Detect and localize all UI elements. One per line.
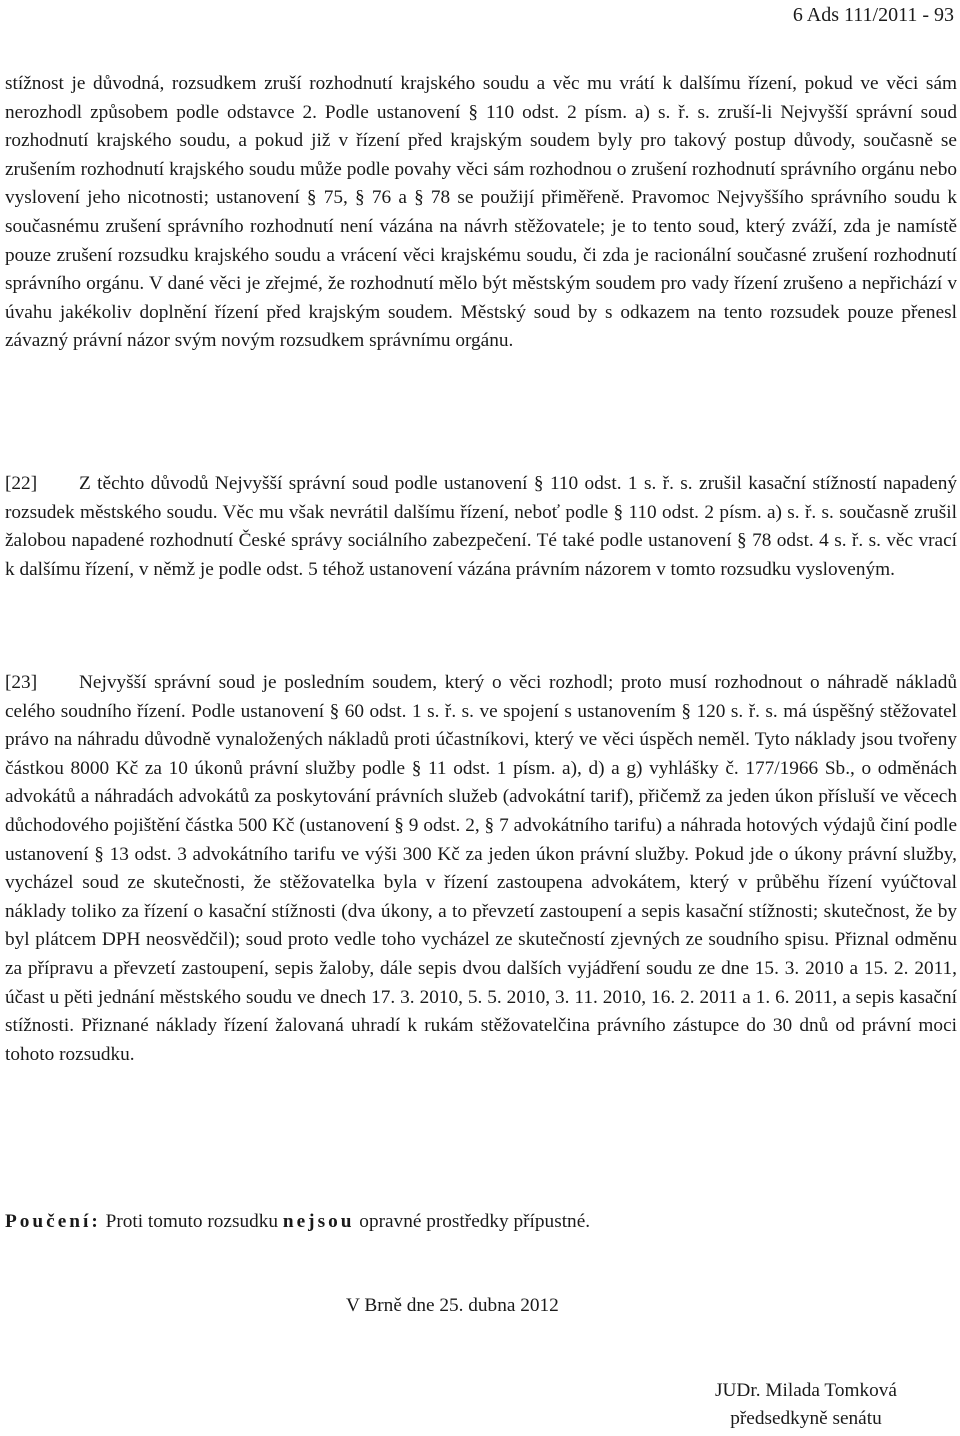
signature-block <box>715 1377 897 1433</box>
instruction-line <box>5 1208 590 1237</box>
instruction-text-before: Proti tomuto rozsudku <box>105 1211 279 1232</box>
paragraph-22-text: Z těchto důvodů Nejvyšší správní soud podle ustanovení § 110 odst. 1 s. ř. s. zrušil kasační stížností napadený rozsudek městského soudu. Věc mu však nevrátil dalšímu řízení, neboť podle § 110 odst. 2 písm. a) s. ř. s. současně zrušil žalobou napadené rozhodnutí České správy sociálního zabezpečení. Té také podle ustanovení § 78 odst. 4 s. ř. s. věc vrací k dalšímu řízení, v němž je podle odst. 5 téhož ustanovení vázána právním názorem v tomto rozsudku vysloveným. <box>5 473 957 580</box>
paragraph-22-number: [22] <box>5 473 38 494</box>
instruction-text-after: opravné prostředky přípustné. <box>359 1211 591 1232</box>
signatory-name: JUDr. Milada Tomková <box>715 1380 897 1401</box>
paragraph-23-number: [23] <box>5 672 38 693</box>
instruction-label: Poučení: <box>5 1211 101 1232</box>
paragraph-23 <box>5 669 957 1069</box>
place-date: V Brně dne 25. dubna 2012 <box>346 1295 559 1316</box>
instruction-emphasis: nejsou <box>282 1211 355 1232</box>
document-page <box>5 0 957 1436</box>
case-number-header: 6 Ads 111/2011 - 93 <box>792 4 954 26</box>
paragraph-23-text: Nejvyšší správní soud je posledním soudem, který o věci rozhodl; proto musí rozhodnout o náhradě nákladů celého soudního řízení. Podle ustanovení § 60 odst. 1 s. ř. s. ve spojení s ustanovením § 120 s. ř. s. má úspěšný stěžovatel právo na náhradu důvodně vynaložených nákladů proti účastníkovi, který ve věci úspěch neměl. Tyto náklady jsou tvořeny částkou 8000 Kč za 10 úkonů právní služby podle § 11 odst. 1 písm. a), d) a g) vyhlášky č. 177/1966 Sb., o odměnách advokátů a náhradách advokátů za poskytování právních služeb (advokátní tarif), přičemž za jeden úkon přísluší ve věcech důchodového pojištění částka 500 Kč (ustanovení § 9 odst. 2, § 7 advokátního tarifu) a náhrada hotových výdajů činí podle ustanovení § 13 odst. 3 advokátního tarifu ve výši 300 Kč za jeden úkon právní služby. Pokud jde o úkony právní služby, vycházel soud ze skutečnosti, že stěžovatelka byla v řízení zastoupena advokátem, který v průběhu řízení vyúčtoval náklady toliko za řízení o kasační stížnosti (dva úkony, a to převzetí zastoupení a sepis kasační stížnosti; skutečnost, že by byl plátcem DPH neosvědčil); soud proto vedle toho vycházel ze skutečností zjevných ze soudního spisu. Přiznal odměnu za přípravu a převzetí zastoupení, sepis žaloby, dále sepis dvou dalších vyjádření soudu ze dne 15. 3. 2010 a 15. 2. 2011, účast u pěti jednání městského soudu ve dnech 17. 3. 2010, 5. 5. 2010, 3. 11. 2010, 16. 2. 2011 a 1. 6. 2011, a sepis kasační stížnosti. Přiznané náklady řízení žalovaná uhradí k rukám stěžovatelčina právního zástupce do 30 dnů od právní moci tohoto rozsudku. <box>5 672 957 1065</box>
paragraph-intro: stížnost je důvodná, rozsudkem zruší rozhodnutí krajského soudu a věc mu vrátí k dalšímu řízení, pokud ve věci sám nerozhodl způsobem podle odstavce 2. Podle ustanovení § 110 odst. 2 písm. a) s. ř. s. zruší-li Nejvyšší správní soud rozhodnutí krajského soudu, a pokud již v řízení před krajským soudem byly pro takový postup důvody, současně se zrušením rozhodnutí krajského soudu může podle povahy věci sám rozhodnou o zrušení rozhodnutí správního orgánu nebo vyslovení jeho nicotnosti; ustanovení § 75, § 76 a § 78 se použijí přiměřeně. Pravomoc Nejvyššího správního soudu k současnému zrušení správního rozhodnutí není vázána na návrh stěžovatele; je to tento soud, který zváží, zda je namístě pouze zrušení rozsudku krajského soudu a vrácení věci krajskému soudu, či zda je racionální současné zrušení rozhodnutí správního orgánu. V dané věci je zřejmé, že rozhodnutí mělo být městským soudem pro vady řízení zrušeno a nepřichází v úvahu jakékoliv doplnění řízení před krajským soudem. Městský soud by s odkazem na tento rozsudek pouze přenesl závazný právní názor svým novým rozsudkem správnímu orgánu. <box>5 73 957 352</box>
paragraph-22 <box>5 470 957 584</box>
signatory-title: předsedkyně senátu <box>730 1408 882 1429</box>
